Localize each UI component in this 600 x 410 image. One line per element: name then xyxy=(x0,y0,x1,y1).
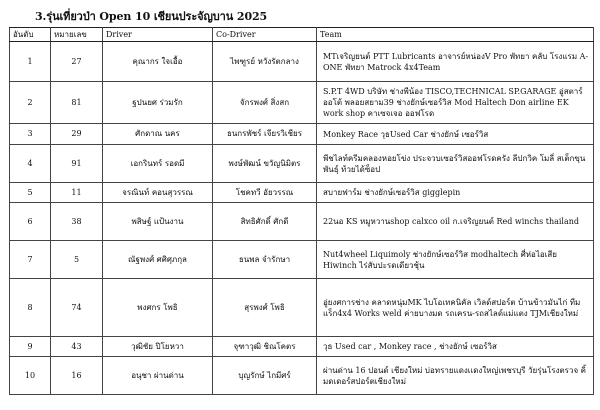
team-cell: ผ่านด่าน 16 ปอนด์ เชียงใหม่ บ่อทรายแดงเเดงใหญ่เพชรบุรี วัยรุ่นโรงตรวจ คิ้มดเดอร์สปอร์ตเชียงใหม่ xyxy=(317,357,594,395)
page-title: 3.รุ่นเที่ยวป่า Open 10 เชียนประจัญบาน 2025 xyxy=(35,10,268,23)
team-cell: อู่ยงศการช่าง คลาดหนุ่มMK ไบโอเทคนิคัล เวิลด์สปอร์ต บ้านข้าวมันไก่ ทีมแร็ก4x4 Works weld ค่ายบางมด รถเครน-รถสไลด์แม่แตง TJMเชียงใหม่ xyxy=(317,279,594,337)
table-row xyxy=(10,337,594,357)
team-cell: สบายฟาร์ม ช่างยักษ์เซอร์วิส gigglepin xyxy=(317,183,594,203)
rank-cell: 10 xyxy=(10,357,51,395)
header-codriver: Co-Driver xyxy=(213,28,317,42)
team-cell: พีชไลท์ครีมคลองหอยโข่ง ประจวบเซอร์วิสออฟโรดครัง ลีปกวิค โมลี่ สเต็กขุนพันธุ์ ท้วยได้ซ็อป xyxy=(317,145,594,183)
number-cell: 29 xyxy=(51,124,103,145)
codriver-cell: จักรพงศ์ สิ่งสก xyxy=(213,82,317,124)
team-cell: Nut4wheel Liquimoly ช่างยักษ์เซอร์วิส modhaltech ศี่ห่อไอเสีย Hiwinch ไร่สับปะรดเดียวชุ้น xyxy=(317,241,594,279)
rank-cell: 8 xyxy=(10,279,51,337)
driver-cell: พงศกร โพธิ xyxy=(103,279,213,337)
team-cell: MTเจริญยนต์ PTT Lubricants อาจารย์หน่องV Pro พัทยา คลับ โรงแรม A-ONE พัทยา Matrock 4x4Team xyxy=(317,42,594,82)
rank-cell: 2 xyxy=(10,82,51,124)
rank-cell: 3 xyxy=(10,124,51,145)
codriver-cell: จุฑาวุฒิ ชิณโคตร xyxy=(213,337,317,357)
number-cell: 27 xyxy=(51,42,103,82)
number-cell: 74 xyxy=(51,279,103,337)
codriver-cell: ธนกรพัชร์ เจียรวิเชียร xyxy=(213,124,317,145)
table-row xyxy=(10,82,594,124)
rank-cell: 7 xyxy=(10,241,51,279)
driver-cell: อนุชา ผ่านด่าน xyxy=(103,357,213,395)
codriver-cell: สุรพงศ์ โพธิ xyxy=(213,279,317,337)
driver-cell: ศักดาณ นคร xyxy=(103,124,213,145)
rank-cell: 9 xyxy=(10,337,51,357)
table-row xyxy=(10,42,594,82)
team-cell: S.P.T 4WD บริษัท ช่างพีน้อง TISCO,TECHNICAL SP.GARAGE อู่สตาร์ออโต้ พลอยสยาม39 ช่างยักษ์เซอร์วิส Mod Haltech Don airline EK work shop คาเซจเจอ ออฟโรด xyxy=(317,82,594,124)
driver-cell: เอกรินทร์ รอดมี xyxy=(103,145,213,183)
team-cell: Monkey Race วุธUsed Car ช่างยักษ์ เซอร์วิส xyxy=(317,124,594,145)
header-team: Team xyxy=(317,28,594,42)
number-cell: 5 xyxy=(51,241,103,279)
driver-cell: คุณากร ใจเอื้อ xyxy=(103,42,213,82)
table-row xyxy=(10,145,594,183)
codriver-cell: ธนพล จำรักษา xyxy=(213,241,317,279)
number-cell: 38 xyxy=(51,203,103,241)
rank-cell: 6 xyxy=(10,203,51,241)
table-row xyxy=(10,357,594,395)
header-rank: อันดับ xyxy=(10,28,51,42)
driver-cell: ฐปนยศ ร่วมรัก xyxy=(103,82,213,124)
driver-cell: วุฒิชัย ปิโยหวา xyxy=(103,337,213,357)
codriver-cell: พงษ์พัฒน์ ขวัญนิมิตร xyxy=(213,145,317,183)
number-cell: 43 xyxy=(51,337,103,357)
results-table xyxy=(9,27,594,395)
driver-cell: จรณินท์ คอนสุวรรณ xyxy=(103,183,213,203)
header-row xyxy=(10,28,594,42)
table-row xyxy=(10,203,594,241)
codriver-cell: สิทธิศักดิ์ ศักดี xyxy=(213,203,317,241)
number-cell: 91 xyxy=(51,145,103,183)
table-row xyxy=(10,241,594,279)
rank-cell: 1 xyxy=(10,42,51,82)
number-cell: 16 xyxy=(51,357,103,395)
codriver-cell: โชคทวี อัยวรรณ xyxy=(213,183,317,203)
table-row xyxy=(10,124,594,145)
table-row xyxy=(10,279,594,337)
header-number: หมายเลข xyxy=(51,28,103,42)
header-driver: Driver xyxy=(103,28,213,42)
number-cell: 11 xyxy=(51,183,103,203)
team-cell: 22นอ KS หมูหวานshop calxco oil ก.เจริญยนต์ Red winchs thailand xyxy=(317,203,594,241)
team-cell: วุธ Used car , Monkey race , ช่างยักษ์ เซอร์วิส xyxy=(317,337,594,357)
driver-cell: ณัฐพงศ์ ศศิศุภกุล xyxy=(103,241,213,279)
rank-cell: 4 xyxy=(10,145,51,183)
codriver-cell: บุญรักษ์ ไกมีศร์ xyxy=(213,357,317,395)
codriver-cell: ไพฑูรย์ หวังรัตกลาง xyxy=(213,42,317,82)
number-cell: 81 xyxy=(51,82,103,124)
rank-cell: 5 xyxy=(10,183,51,203)
driver-cell: พสิษฐ์ แป้นงาน xyxy=(103,203,213,241)
table-row xyxy=(10,183,594,203)
